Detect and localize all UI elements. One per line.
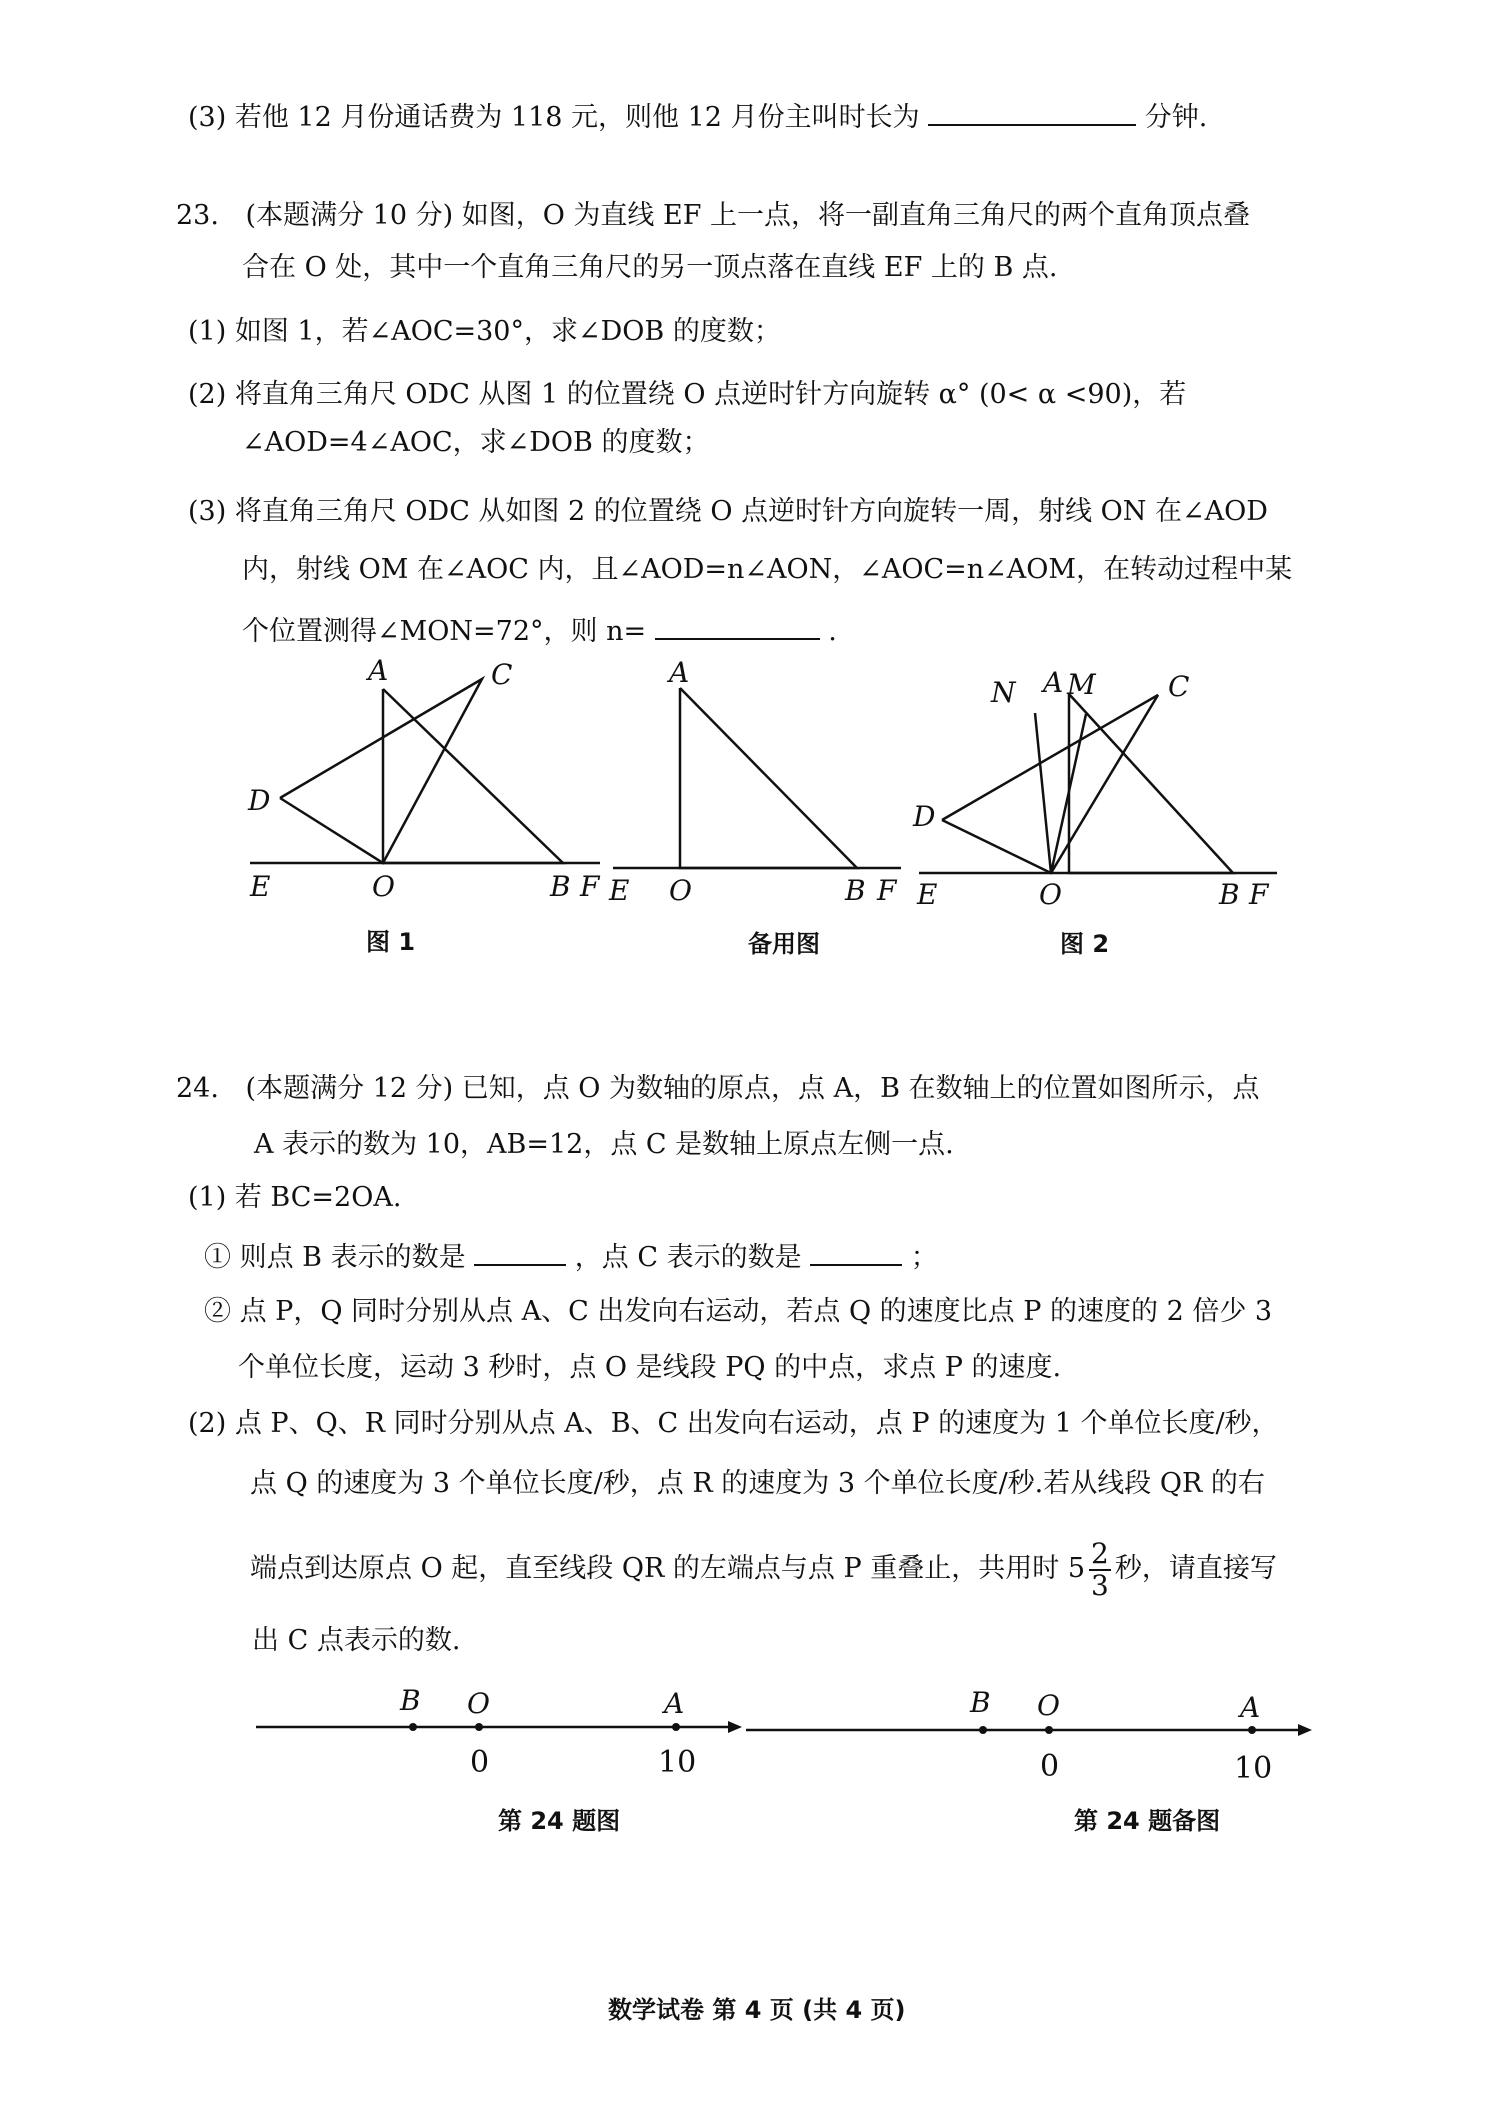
caption-spare-figure: 备用图 [748, 930, 820, 958]
q23-stem-line1 [176, 198, 1250, 234]
label-D: D [913, 800, 936, 833]
ray-ON [1035, 713, 1051, 873]
tick-label-10: 10 [658, 1745, 697, 1780]
q24-sub1-text: ① 则点 B 表示的数是 [204, 1242, 466, 1273]
q24-part2-text: 端点到达原点 O 起，直至线段 QR 的左端点与点 P 重叠止，共用时 5 [250, 1553, 1086, 1584]
q24-part1: (1) 若 BC=2OA. [188, 1182, 402, 1213]
q24-part1-sub2-line1: ② 点 P，Q 同时分别从点 A、C 出发向右运动，若点 Q 的速度比点 P 的速度的 2 倍少 3 [204, 1296, 1273, 1327]
label-B: B [400, 1684, 421, 1717]
q23-part2-line2: ∠AOD=4∠AOC，求∠DOB 的度数； [242, 427, 710, 458]
figure-spare [605, 650, 905, 910]
label-B: B [550, 870, 571, 903]
q24-stem-line2: A 表示的数为 10，AB=12，点 C 是数轴上原点左侧一点. [254, 1129, 954, 1160]
q24-stem-text: (本题满分 12 分) 已知，点 O 为数轴的原点，点 A，B 在数轴上的位置如图所示，点 [245, 1073, 1260, 1104]
point-A [1248, 1726, 1256, 1734]
label-E: E [250, 870, 271, 903]
fraction-2-3 [1089, 1536, 1111, 1602]
arrow-right-icon [1298, 1724, 1312, 1736]
q23-part1: (1) 如图 1，若∠AOC=30°，求∠DOB 的度数； [188, 316, 781, 347]
question-number: 24. [176, 1073, 219, 1104]
label-A: A [669, 656, 690, 689]
triangle-ODC [942, 695, 1158, 873]
q24-part1-sub2-line2: 个单位长度，运动 3 秒时，点 O 是线段 PQ 的中点，求点 P 的速度. [238, 1352, 1062, 1383]
q22-part3-unit: 分钟. [1144, 102, 1208, 133]
label-E: E [917, 878, 938, 910]
label-B: B [970, 1686, 991, 1719]
number-line-figure [250, 1670, 750, 1780]
tick-label-0: 0 [470, 1745, 490, 1780]
q24-stem-line1 [176, 1071, 1260, 1107]
label-O: O [1037, 1689, 1060, 1722]
caption-q24-spare-figure: 第 24 题备图 [1074, 1807, 1221, 1835]
fraction-denominator: 3 [1091, 1568, 1109, 1602]
label-B: B [845, 874, 866, 907]
q24-part2-line1: (2) 点 P、Q、R 同时分别从点 A、B、C 出发向右运动，点 P 的速度为 1 个单位长度/秒， [188, 1408, 1279, 1439]
label-C: C [491, 658, 513, 691]
q23-part2-line1: (2) 将直角三角尺 ODC 从图 1 的位置绕 O 点逆时针方向旋转 α° (0< α <90)，若 [188, 379, 1187, 410]
answer-blank-C [810, 1238, 902, 1266]
label-O: O [669, 874, 692, 907]
point-B [979, 1726, 987, 1734]
q23-part3-line2: 内，射线 OM 在∠AOC 内，且∠AOD=n∠AON，∠AOC=n∠AOM，在转动过程中某 [242, 554, 1293, 585]
label-C: C [1168, 670, 1190, 703]
figure-1 [240, 650, 620, 910]
q23-stem-text: (本题满分 10 分) 如图，O 为直线 EF 上一点，将一副直角三角尺的两个直角顶点叠 [245, 200, 1251, 231]
q24-part1-sub1 [204, 1238, 938, 1276]
q24-part2-line4: 出 C 点表示的数. [252, 1625, 461, 1656]
number-line-spare-figure [740, 1670, 1320, 1782]
label-A: A [1240, 1691, 1261, 1724]
label-O: O [1039, 878, 1062, 910]
label-F: F [877, 874, 897, 907]
triangle-ODC [280, 679, 482, 863]
answer-blank [655, 612, 820, 640]
label-F: F [1249, 878, 1269, 910]
question-number: 23. [176, 200, 219, 231]
answer-blank [928, 98, 1136, 126]
page-footer: 数学试卷 第 4 页 (共 4 页) [608, 1996, 906, 2024]
q23-part3-line1: (3) 将直角三角尺 ODC 从如图 2 的位置绕 O 点逆时针方向旋转一周，射线 ON 在∠AOD [188, 496, 1268, 527]
q24-sub1-text2: ，点 C 表示的数是 [574, 1242, 802, 1273]
label-E: E [609, 874, 630, 907]
answer-blank-B [474, 1238, 566, 1266]
triangle-AOB [383, 689, 563, 863]
q24-part2-line2: 点 Q 的速度为 3 个单位长度/秒，点 R 的速度为 3 个单位长度/秒.若从线段 QR 的右 [250, 1468, 1265, 1499]
q24-part2-text2: 秒，请直接写 [1114, 1553, 1277, 1584]
q22-part3-text: (3) 若他 12 月份通话费为 118 元，则他 12 月份主叫时长为 [188, 102, 920, 133]
label-N: N [991, 676, 1016, 709]
fraction-numerator: 2 [1091, 1536, 1109, 1570]
point-O [1045, 1726, 1053, 1734]
q23-part3-line3 [242, 612, 837, 650]
label-B: B [1219, 878, 1240, 910]
label-D: D [248, 784, 271, 817]
triangle-AOB [1069, 694, 1233, 873]
q22-part3 [188, 98, 1207, 136]
label-O: O [372, 870, 395, 903]
caption-figure-1: 图 1 [366, 928, 416, 956]
q23-part3-text: 个位置测得∠MON=72°，则 n= [242, 616, 647, 647]
label-A: A [368, 654, 389, 687]
q23-stem-line2: 合在 O 处，其中一个直角三角尺的另一顶点落在直线 EF 上的 B 点. [242, 252, 1058, 283]
label-A: A [664, 1687, 685, 1720]
q24-part2-line3 [250, 1533, 1277, 1605]
label-O: O [467, 1687, 490, 1720]
tick-label-0: 0 [1040, 1749, 1060, 1782]
triangle-AOB [680, 688, 857, 868]
point-B [409, 1723, 417, 1731]
tick-label-10: 10 [1234, 1751, 1273, 1782]
point-O [475, 1723, 483, 1731]
label-M: M [1067, 668, 1096, 701]
label-F: F [580, 870, 600, 903]
caption-figure-2: 图 2 [1060, 930, 1110, 958]
semicolon: ； [910, 1242, 938, 1273]
point-A [672, 1723, 680, 1731]
caption-q24-figure: 第 24 题图 [498, 1807, 621, 1835]
label-A: A [1043, 666, 1064, 699]
period: . [828, 616, 837, 647]
figure-2 [905, 650, 1285, 910]
